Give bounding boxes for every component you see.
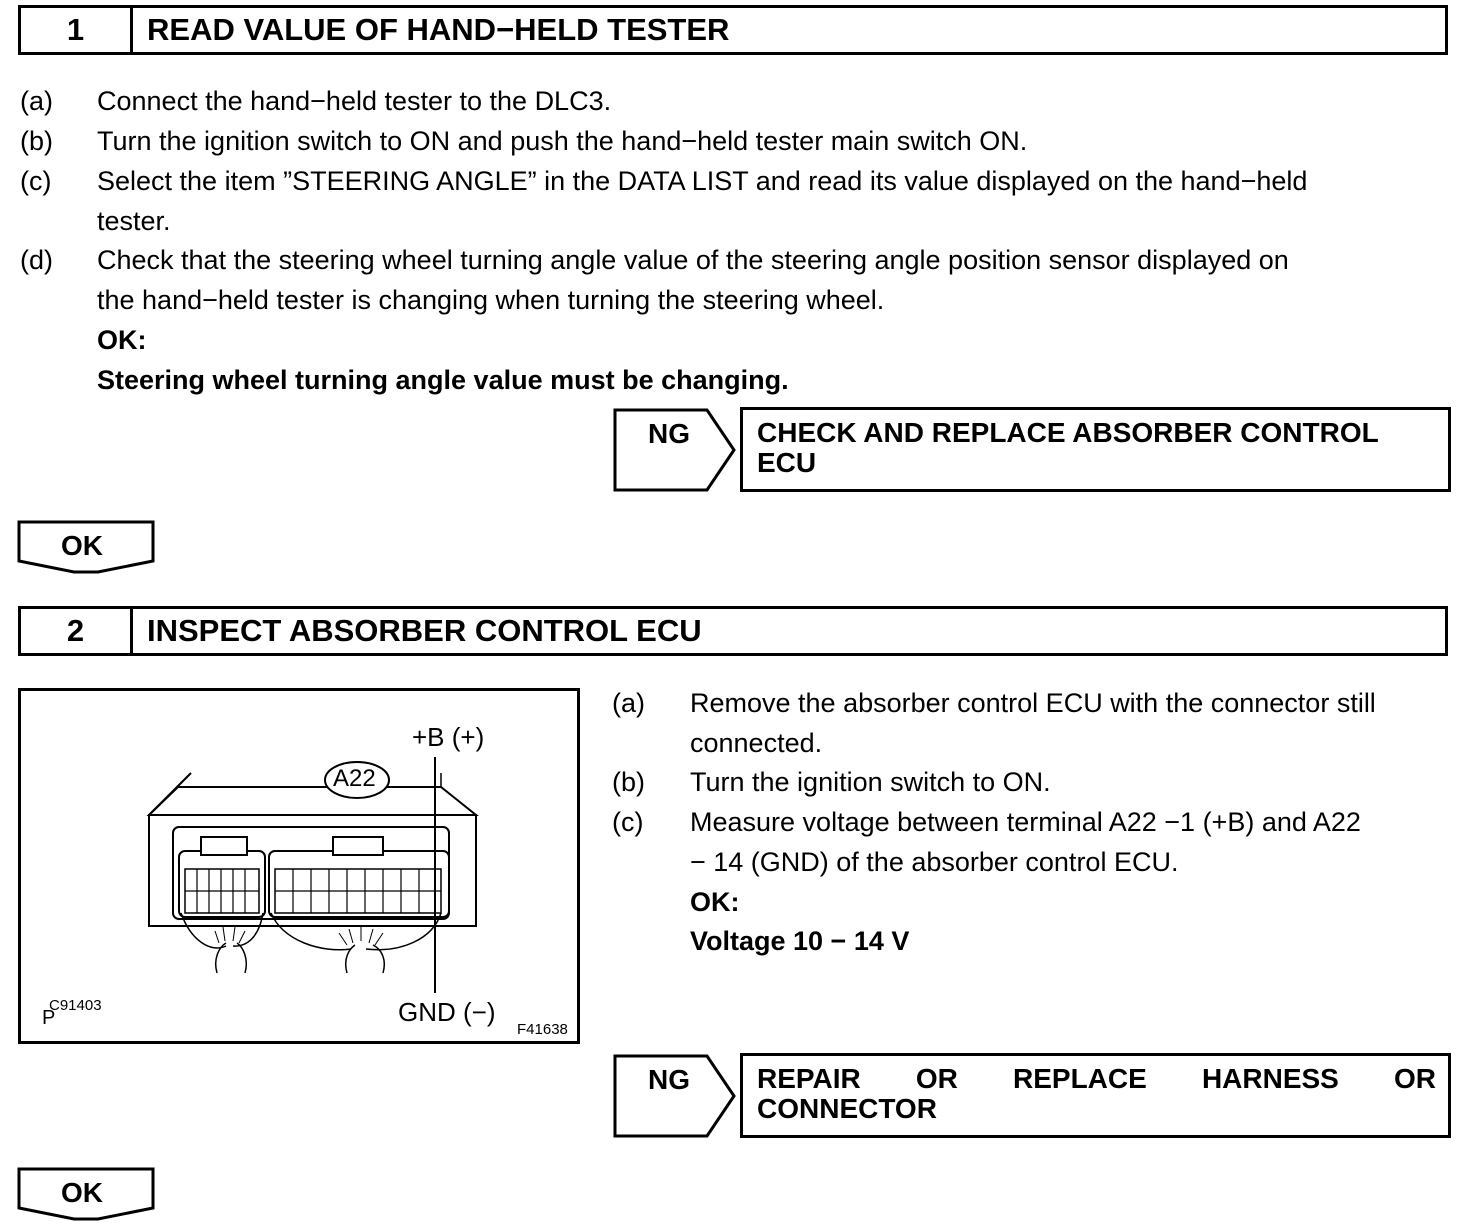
gnd-terminal-label: GND (−) xyxy=(398,997,496,1027)
ng-action-word: HARNESS xyxy=(1201,1063,1339,1094)
ng-action-word: REPAIR xyxy=(757,1063,861,1094)
ng-action-box xyxy=(740,1053,1451,1138)
item-text: Check that the steering wheel turning angle value of the steering angle position sensor displayed on xyxy=(97,245,1289,275)
item-label: (d) xyxy=(20,245,53,275)
item-text: Connect the hand−held tester to the DLC3. xyxy=(97,86,612,116)
step-title: READ VALUE OF HAND−HELD TESTER xyxy=(147,12,730,47)
item-text-continued: − 14 (GND) of the absorber control ECU. xyxy=(690,847,1179,877)
ng-label: NG xyxy=(648,418,690,449)
step-2-header xyxy=(18,606,1448,656)
ok-label: OK xyxy=(61,1177,103,1208)
ecu-connector-illustration xyxy=(18,688,580,1044)
step-1-header xyxy=(18,5,1448,55)
step-number: 2 xyxy=(21,609,133,653)
ng-action-line: CONNECTOR xyxy=(757,1093,937,1124)
item-label: (a) xyxy=(612,688,645,718)
step-number: 1 xyxy=(21,8,133,52)
item-text-continued: the hand−held tester is changing when turning the steering wheel. xyxy=(97,285,885,315)
ng-action-word: OR xyxy=(915,1063,958,1094)
ok-label: OK xyxy=(61,530,103,561)
ok-criteria-label: OK: xyxy=(690,887,740,917)
item-label: (b) xyxy=(612,767,645,797)
ng-action-line xyxy=(757,1064,1436,1094)
instruction-item xyxy=(612,683,1452,763)
instruction-item xyxy=(20,161,1450,241)
ng-action-word: REPLACE xyxy=(1013,1063,1147,1094)
ecu-connector-drawing xyxy=(21,691,583,1047)
bplus-terminal-label: +B (+) xyxy=(412,722,485,752)
ok-criteria-spec: Steering wheel turning angle value must be changing. xyxy=(97,365,789,395)
item-label: (c) xyxy=(612,807,644,837)
item-label: (b) xyxy=(20,126,53,156)
figure-code-right: F41638 xyxy=(517,1021,568,1038)
instruction-item xyxy=(612,802,1452,882)
item-label: (a) xyxy=(20,86,53,116)
figure-code-left: C91403 xyxy=(49,997,102,1014)
ok-criteria-label: OK: xyxy=(97,325,147,355)
ng-action-line: ECU xyxy=(757,447,817,478)
item-text: Remove the absorber control ECU with the connector still xyxy=(690,688,1376,718)
item-text: Turn the ignition switch to ON. xyxy=(690,767,1051,797)
item-text-continued: connected. xyxy=(690,728,823,758)
item-label: (c) xyxy=(20,166,52,196)
item-text: Turn the ignition switch to ON and push the hand−held tester main switch ON. xyxy=(97,126,1028,156)
step-title: INSPECT ABSORBER CONTROL ECU xyxy=(147,613,702,648)
ng-action-line: CHECK AND REPLACE ABSORBER CONTROL xyxy=(757,417,1379,448)
connector-code-label: A22 xyxy=(333,765,376,792)
item-text: Measure voltage between terminal A22 −1 (+B) and A22 xyxy=(690,807,1361,837)
ng-action-word: OR xyxy=(1394,1063,1436,1094)
item-text: Select the item ”STEERING ANGLE” in the DATA LIST and read its value displayed on the hand−held xyxy=(97,166,1308,196)
instruction-item xyxy=(20,240,1450,320)
ng-label: NG xyxy=(648,1064,690,1095)
figure-code-prefix: P xyxy=(42,1007,56,1029)
item-text-continued: tester. xyxy=(97,206,171,236)
ok-criteria-spec: Voltage 10 − 14 V xyxy=(690,926,910,956)
ng-action-box xyxy=(740,407,1451,492)
